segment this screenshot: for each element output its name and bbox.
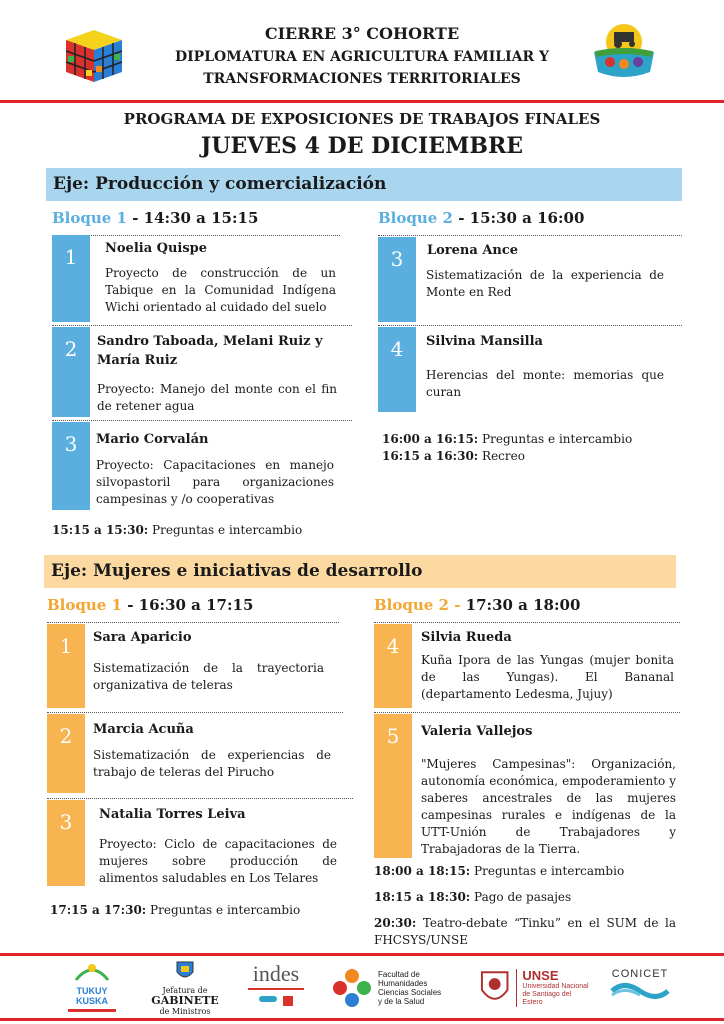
conicet-logo	[604, 968, 676, 1012]
break-time	[50, 902, 300, 919]
break-activity: Preguntas e intercambio	[470, 864, 625, 878]
project-description: Sistematización de experiencias de trabajo de teleras del Piruchо	[93, 748, 331, 779]
break-time-range: 20:30:	[374, 916, 417, 930]
project-description: Sistematización de la trayectoria organizativa de teleras	[93, 661, 324, 692]
logo-text: indes	[252, 961, 300, 986]
break-time-range: 18:00 a 18:15:	[374, 864, 471, 878]
divider	[378, 325, 682, 326]
presenter-name: Silvina Mansilla	[426, 334, 543, 349]
logo-text: de Ministros	[159, 1007, 211, 1016]
break-time-range: 15:15 a 15:30:	[52, 523, 149, 537]
eje1-bloque1-heading	[52, 209, 258, 227]
bloque-label: Bloque 1	[47, 596, 122, 614]
item-number: 1	[47, 624, 85, 708]
rubiks-cube-logo	[60, 22, 128, 84]
logo-text: Facultad de	[378, 970, 420, 979]
presenter-name: Valeria Vallejos	[421, 724, 533, 739]
gabinete-logo	[150, 960, 220, 1016]
break-activity: Preguntas e intercambio	[478, 432, 633, 446]
presenter-name: Lorena Ance	[427, 243, 519, 258]
project-description: Proyecto: Manejo del monte con el fin de retener agua	[97, 382, 337, 413]
break-time-range: 18:15 a 18:30:	[374, 890, 471, 904]
header-divider	[0, 100, 724, 103]
project-description: Proyecto de construcción de un Tabique en la Comunidad Indígena Wichi orientado al cuidado del suelo	[105, 266, 336, 314]
header-diploma-line1: DIPLOMATURA EN AGRICULTURA FAMILIAR Y	[174, 49, 550, 65]
divider	[47, 622, 339, 623]
bloque-time: - 14:30 a 15:15	[126, 209, 259, 227]
break-activity: Preguntas e intercambio	[148, 523, 303, 537]
logo-text: Ciencias Sociales	[378, 988, 442, 997]
presenter-name: Noelia Quispe	[105, 241, 208, 256]
presenter-name: Silvia Rueda	[421, 630, 512, 645]
break-activity: Preguntas e intercambio	[146, 903, 301, 917]
eje2-bloque1-heading	[47, 596, 253, 614]
bloque-time: 17:30 a 18:00	[465, 596, 581, 614]
logo-text: Humanidades	[378, 979, 428, 988]
logo-text: TUKUY KUSKA	[75, 986, 108, 1006]
bloque-label: Bloque 2	[378, 209, 453, 227]
eje2-bloque2-heading	[374, 596, 580, 614]
item-number: 3	[52, 422, 90, 510]
header-cohort: CIERRE 3° COHORTE	[264, 24, 460, 43]
break-time-range: 16:15 a 16:30:	[382, 449, 479, 463]
agriculture-logo	[586, 12, 662, 88]
project-description: Proyecto: Capacitaciones en manejo silvopastoril para organizaciones campesinas y /o cooperativas	[96, 458, 334, 506]
item-number: 2	[52, 327, 90, 417]
presenter-name: Marcia Acuña	[93, 722, 194, 737]
presenter-name: Sara Aparicio	[93, 630, 192, 645]
logo-text: Jefatura de	[162, 986, 208, 995]
divider	[52, 235, 340, 236]
break-time	[382, 448, 525, 465]
presenter-name: Mario Corvalán	[96, 432, 209, 447]
break-time-range: 16:00 a 16:15:	[382, 432, 479, 446]
presenter-name: Sandro Taboada, Melani Ruiz y María Ruiz	[97, 334, 323, 368]
item-number: 3	[47, 800, 85, 886]
break-time-range: 17:15 a 17:30:	[50, 903, 147, 917]
indes-logo	[242, 962, 310, 1014]
fhcsys-logo	[332, 963, 456, 1013]
project-description: Herencias del monte: memorias que curan	[426, 368, 664, 399]
break-time	[374, 863, 624, 880]
break-activity: Recreo	[478, 449, 525, 463]
eje-produccion-bar: Eje: Producción y comercialización	[46, 168, 682, 201]
bloque-label: Bloque 1	[52, 209, 127, 227]
bloque-time: - 16:30 a 17:15	[121, 596, 254, 614]
program-date: JUEVES 4 DE DICIEMBRE	[200, 133, 524, 159]
eje1-bloque2-heading	[378, 209, 584, 227]
logo-text: Universidad Nacional	[522, 983, 589, 990]
eje-mujeres-bar: Eje: Mujeres e iniciativas de desarrollo	[44, 555, 676, 588]
bloque-time: - 15:30 a 16:00	[452, 209, 585, 227]
item-number: 4	[374, 624, 412, 708]
item-number: 5	[374, 714, 412, 858]
logo-text: de Santiago del Estero	[522, 991, 572, 1006]
break-time	[374, 889, 571, 906]
item-number: 3	[378, 237, 416, 322]
break-activity: Teatro-debate “Tinku” en el SUM de la FHCSYS/UNSE	[374, 916, 676, 947]
divider	[374, 712, 680, 713]
project-description: Proyecto: Ciclo de capacitaciones de mujeres sobre producción de alimentos saludables en Los Telares	[99, 837, 337, 885]
divider	[374, 622, 680, 623]
divider	[52, 420, 352, 421]
bloque-dash: -	[448, 596, 466, 614]
logo-text: y de la Salud	[378, 997, 425, 1006]
header-diploma-line2: TRANSFORMACIONES TERRITORIALES	[203, 71, 521, 87]
item-number: 2	[47, 714, 85, 793]
project-description: Kuña Ipora de las Yungas (mujer bonita de las Yungas). El Bananal (departamento Ledesma, Jujuy)	[421, 653, 674, 701]
logo-text: CONICET	[611, 968, 669, 980]
item-number: 1	[52, 235, 90, 322]
footer-divider-bottom	[0, 1018, 724, 1021]
break-time	[374, 915, 676, 949]
bloque-label: Bloque 2	[374, 596, 449, 614]
unse-logo	[478, 964, 592, 1012]
divider	[52, 325, 352, 326]
presenter-name: Natalia Torres Leiva	[99, 807, 246, 822]
break-activity: Pago de pasajes	[470, 890, 572, 904]
logo-text: GABINETE	[151, 994, 219, 1007]
project-description: Sistematización de la experiencia de Monte en Red	[426, 268, 664, 299]
program-title: PROGRAMA DE EXPOSICIONES DE TRABAJOS FINALES	[123, 110, 601, 128]
break-time	[52, 522, 302, 539]
divider	[47, 712, 343, 713]
divider	[378, 235, 682, 236]
divider	[47, 798, 353, 799]
logo-text: UNSE	[522, 968, 559, 983]
footer-divider-top	[0, 953, 724, 956]
break-time	[382, 431, 632, 448]
item-number: 4	[378, 327, 416, 412]
tukuy-kuska-logo	[60, 960, 124, 1016]
project-description: "Mujeres Campesinas": Organización, autonomía económica, empoderamiento y saberes ancestrales de las mujeres campesinas rurales e indígenas de la UTT-Unión de Trabajadores y Trabajadoras de la Tierra.	[421, 757, 676, 856]
